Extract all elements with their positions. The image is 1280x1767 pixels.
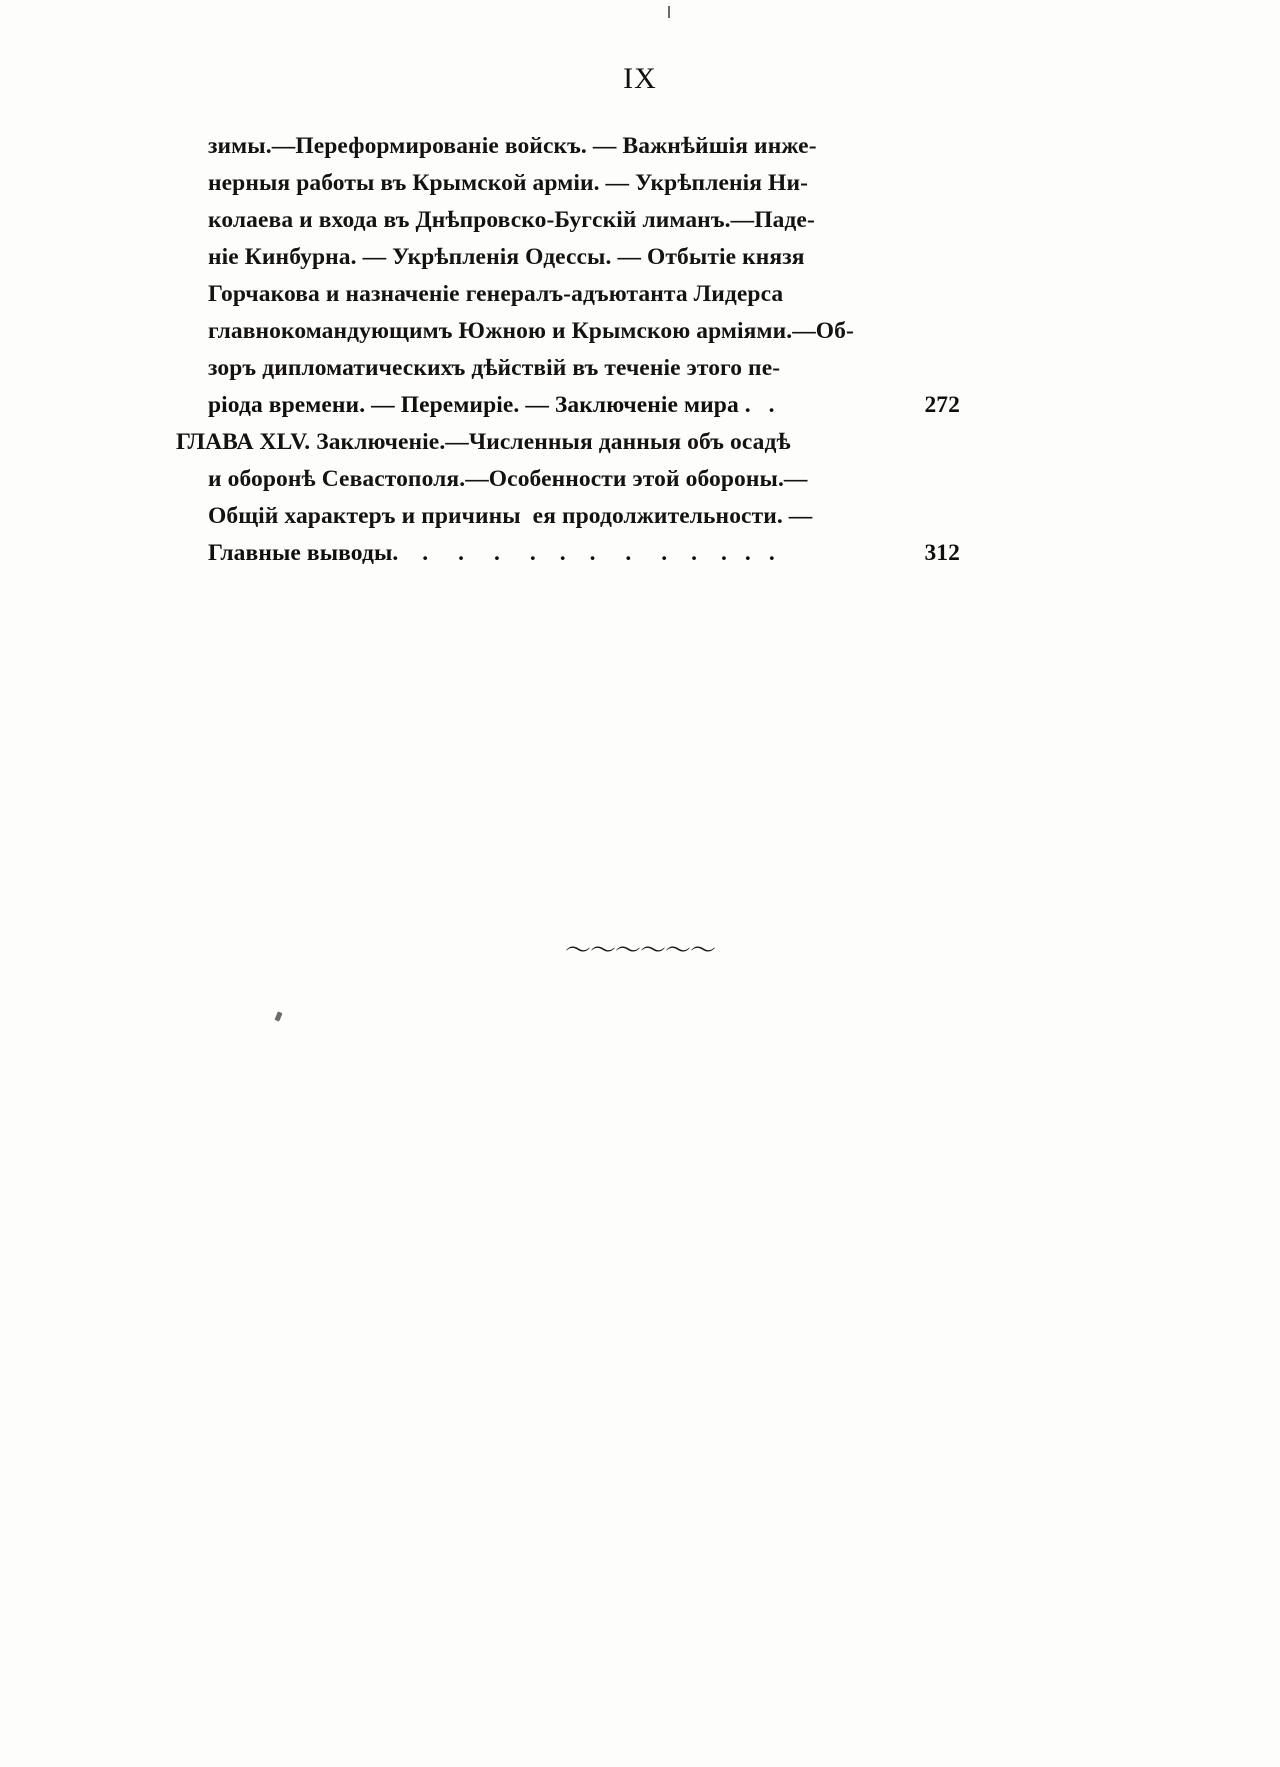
toc-page-number: 312 <box>924 540 960 566</box>
table-of-contents <box>176 128 960 572</box>
toc-entry <box>176 128 960 424</box>
ornament-divider: 〜〜〜〜〜〜 <box>564 936 715 965</box>
ink-speck <box>274 1011 282 1021</box>
toc-entry-last-line <box>176 535 960 572</box>
toc-line: главнокомандующимъ Южною и Крымскою армiями.—Об- <box>208 318 854 344</box>
toc-line: Главные выводы. . . . . . . . . . . . . <box>208 540 775 566</box>
toc-page-number: 272 <box>924 392 960 418</box>
toc-line: ГЛАВА XLV. Заключенiе.—Численныя данныя объ осадѣ <box>176 429 791 455</box>
toc-line: колаева и входа въ Днѣпровско-Бугскiй лиманъ.—Паде- <box>208 207 815 233</box>
toc-line: зоръ дипломатическихъ дѣйствiй въ теченiе этого пе- <box>208 355 781 381</box>
toc-line: нiе Кинбурна. — Укрѣпленiя Одессы. — Отбытiе князя <box>208 244 805 270</box>
page-folio-number: IX <box>623 62 657 95</box>
toc-line: Горчакова и назначенiе генералъ-адъютанта Лидерса <box>208 281 784 307</box>
toc-entry <box>176 424 960 572</box>
toc-entry-last-line <box>176 387 960 424</box>
toc-line: нерныя работы въ Крымской армiи. — Укрѣпленiя Ни- <box>208 170 809 196</box>
toc-line: Общiй характеръ и причины ея продолжительности. — <box>208 503 813 529</box>
toc-line: зимы.—Переформированiе войскъ. — Важнѣйшiя инже- <box>208 133 817 159</box>
toc-line: и оборонѣ Севастополя.—Особенности этой обороны.— <box>208 466 808 492</box>
page-edge-mark <box>668 6 670 18</box>
toc-line: рiода времени. — Перемирiе. — Заключенiе мира . . <box>208 392 775 418</box>
